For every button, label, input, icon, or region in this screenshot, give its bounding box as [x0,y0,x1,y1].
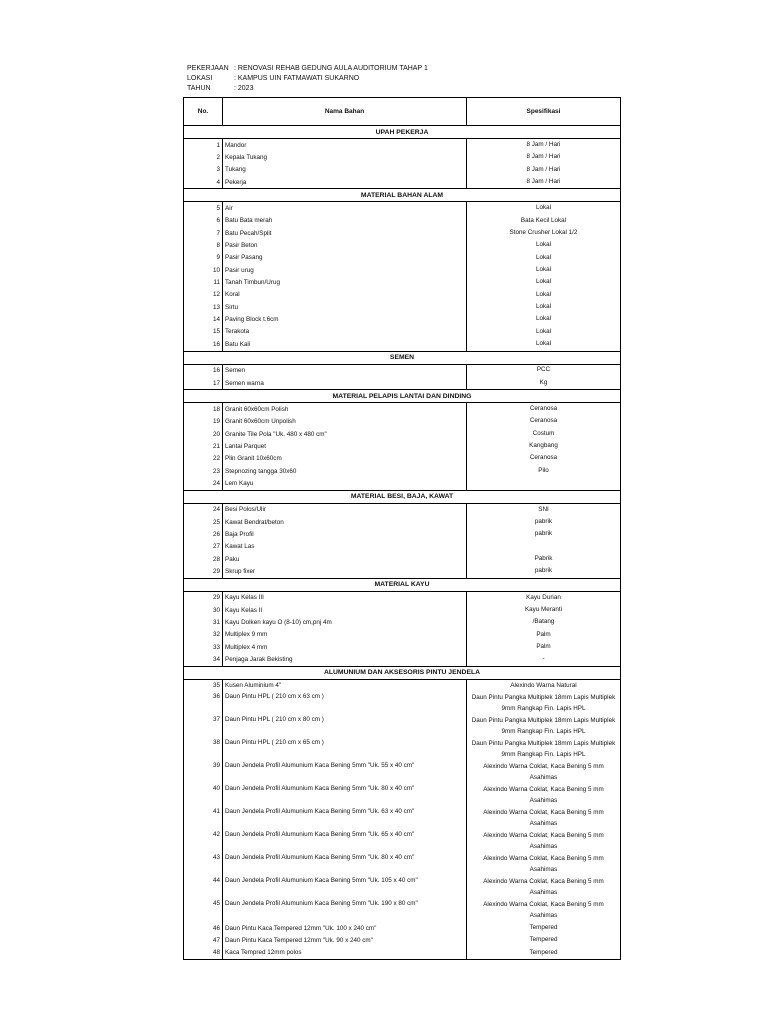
table-row [184,629,621,641]
material-spec: Ceranosa [529,454,558,462]
material-spec: Kayu Meranti [524,605,563,613]
material-name: Kawat Bendrat/beton [223,516,467,528]
material-spec: Lokal [535,241,552,249]
material-spec: pabrik [534,517,553,525]
row-number: 44 [184,876,223,899]
table-row [184,616,621,628]
material-spec: pabrik [534,530,553,538]
material-name: Baja Profil [223,528,467,540]
section-title: SEMEN [184,351,621,364]
row-number: 31 [184,616,223,628]
row-number: 35 [184,679,223,692]
table-row [184,899,621,922]
row-number: 18 [184,403,223,416]
material-name: Penjaga Jarak Bekisting [223,653,467,666]
table-row [184,784,621,807]
material-spec: Lokal [535,266,552,274]
material-name: Koral [223,289,467,301]
table-row [184,215,621,227]
material-spec: Alexindo Warna Coklat, Kaca Bening 5 mm Asahimas [483,901,604,919]
material-spec: Costum [532,429,555,437]
material-name: Daun Pintu Kaca Tempered 12mm "Uk. 100 x 240 cm" [223,922,467,934]
row-number: 3 [184,164,223,176]
row-number: 36 [184,692,223,715]
table-row [184,453,621,465]
material-name: Paku [223,553,467,565]
table-row [184,416,621,428]
table-row [184,591,621,604]
material-spec: Alexindo Warna Coklat, Kaca Bening 5 mm Asahimas [483,763,604,781]
material-name: Daun Pintu HPL ( 210 cm x 80 cm ) [223,715,467,738]
table-row [184,934,621,946]
row-number: 5 [184,202,223,215]
material-name: Multiplex 4 mm [223,641,467,653]
material-spec: Kangbang [529,442,558,450]
year-value: : 2023 [234,85,254,92]
section-title: MATERIAL KAYU [184,578,621,591]
row-number: 33 [184,641,223,653]
material-name: Skrup fixer [223,565,467,578]
table-row [184,428,621,440]
material-name: Pasir urug [223,264,467,276]
material-name: Batu Pecah/Split [223,227,467,239]
material-spec: Alexindo Warna Coklat, Kaca Bening 5 mm Asahimas [483,832,604,850]
row-number: 30 [184,604,223,616]
table-row [184,202,621,215]
material-name: Paving Block t.6cm [223,313,467,325]
column-header-spec: Spesifikasi [467,98,621,126]
table-header-row [184,98,621,126]
material-spec: Pilo [538,466,549,474]
row-number: 28 [184,553,223,565]
row-number: 19 [184,416,223,428]
table-row [184,377,621,390]
material-name: Multiplex 9 mm [223,629,467,641]
row-number: 39 [184,761,223,784]
material-name: Daun Jendela Profil Alumunium Kaca Bening 5mm "Uk. 80 x 40 cm" [223,784,467,807]
material-name: Daun Pintu HPL ( 210 cm x 63 cm ) [223,692,467,715]
material-spec: Lokal [535,278,552,286]
material-name: Pasir Pasang [223,252,467,264]
table-row [184,139,621,152]
row-number: 34 [184,653,223,666]
table-row [184,830,621,853]
material-name: Kayu Dolken kayu O (8-10) cm,pnj 4m [223,616,467,628]
material-spec: Lokal [535,315,552,323]
table-row [184,338,621,351]
row-number: 40 [184,784,223,807]
material-spec [467,541,621,553]
material-spec: SNI [538,505,549,513]
row-number: 45 [184,899,223,922]
row-number: 38 [184,738,223,761]
row-number: 6 [184,215,223,227]
material-spec: Tempered [529,948,558,956]
table-row [184,541,621,553]
table-row [184,176,621,189]
material-spec: 8 Jam / Hari [526,165,561,173]
table-row [184,503,621,516]
row-number: 32 [184,629,223,641]
row-number: 15 [184,326,223,338]
material-spec: PCC [536,366,551,374]
material-spec: Stone Crusher Lokal 1/2 [509,228,578,236]
material-spec: Lokal [535,290,552,298]
material-spec: 8 Jam / Hari [526,177,561,185]
table-row [184,477,621,490]
table-body [184,126,621,960]
material-name: Daun Jendela Profil Alumunium Kaca Bening 5mm "Uk. 55 x 40 cm" [223,761,467,784]
row-number: 37 [184,715,223,738]
table-row [184,553,621,565]
row-number: 14 [184,313,223,325]
row-number: 2 [184,151,223,163]
material-name: Granit 60x60cm Unpolish [223,416,467,428]
material-spec: Alexindo Warna Coklat, Kaca Bening 5 mm Asahimas [483,809,604,827]
table-row [184,876,621,899]
material-name: Air [223,202,467,215]
table-row [184,252,621,264]
row-number: 16 [184,338,223,351]
material-spec: Lokal [535,253,552,261]
row-number: 13 [184,301,223,313]
material-name: Mandor [223,139,467,152]
material-name: Lantai Parquet [223,440,467,452]
row-number: 47 [184,934,223,946]
material-name: Pekerja [223,176,467,189]
year-label: TAHUN [187,85,211,92]
material-name: Daun Jendela Profil Alumunium Kaca Bening 5mm "Uk. 65 x 40 cm" [223,830,467,853]
material-name: Daun Jendela Profil Alumunium Kaca Bening 5mm "Uk. 80 x 40 cm" [223,853,467,876]
row-number: 24 [184,503,223,516]
material-name: Daun Pintu Kaca Tempered 12mm "Uk. 90 x 240 cm" [223,934,467,946]
table-row [184,364,621,377]
table-row [184,807,621,830]
project-info-row [187,74,428,84]
project-info [187,64,428,94]
table-row [184,565,621,578]
material-name: Batu Kali [223,338,467,351]
row-number: 20 [184,428,223,440]
row-number: 16 [184,364,223,377]
material-spec-table [183,97,621,960]
row-number: 11 [184,276,223,288]
material-spec: - [542,655,545,663]
material-name: Semen warna [223,377,467,390]
project-label: PEKERJAAN [187,65,229,72]
section-header-row [184,351,621,364]
table-row [184,947,621,960]
section-header-row [184,666,621,679]
material-spec: Lokal [535,340,552,348]
row-number: 9 [184,252,223,264]
material-spec: Daun Pintu Pangka Multiplek 18mm Lapis Multiplek 9mm Rangkap Fin. Lapis HPL [471,740,616,758]
table-row [184,264,621,276]
row-number: 10 [184,264,223,276]
location-value: : KAMPUS UIN FATMAWATI SUKARNO [234,75,360,82]
table-row [184,227,621,239]
row-number: 29 [184,591,223,604]
row-number: 21 [184,440,223,452]
table-row [184,440,621,452]
row-number: 26 [184,528,223,540]
table-row [184,922,621,934]
material-name: Kusen Aluminium 4" [223,679,467,692]
table-row [184,164,621,176]
table-row [184,516,621,528]
material-spec: Alexindo Warna Coklat, Kaca Bening 5 mm Asahimas [483,855,604,873]
material-spec: pabrik [534,567,553,575]
row-number: 1 [184,139,223,152]
row-number: 24 [184,477,223,490]
table-row [184,326,621,338]
table-row [184,853,621,876]
row-number: 43 [184,853,223,876]
table-row [184,604,621,616]
row-number: 17 [184,377,223,390]
row-number: 12 [184,289,223,301]
section-header-row [184,189,621,202]
section-header-row [184,390,621,403]
material-name: Tukang [223,164,467,176]
row-number: 25 [184,516,223,528]
project-info-row [187,64,428,74]
table-row [184,403,621,416]
material-spec: Bata Kecil Lokal [520,216,567,224]
section-header-row [184,490,621,503]
table-row [184,465,621,477]
material-spec: Alexindo Warna Coklat, Kaca Bening 5 mm Asahimas [483,878,604,896]
table-row [184,239,621,251]
material-name: Granit 60x60cm Polish [223,403,467,416]
material-spec: Tempered [529,923,558,931]
material-name: Terakota [223,326,467,338]
table-row [184,528,621,540]
row-number: 42 [184,830,223,853]
table-row [184,151,621,163]
section-title: MATERIAL PELAPIS LANTAI DAN DINDING [184,390,621,403]
material-name: Daun Jendela Profil Alumunium Kaca Bening 5mm "Uk. 190 x 80 cm" [223,899,467,922]
section-header-row [184,126,621,139]
material-spec: Lokal [535,204,552,212]
material-name: Daun Pintu HPL ( 210 cm x 65 cm ) [223,738,467,761]
material-name: Plin Granit 10x60cm [223,453,467,465]
material-spec: Lokal [535,303,552,311]
column-header-no: No. [184,98,223,126]
project-value: : RENOVASI REHAB GEDUNG AULA AUDITORIUM TAHAP 1 [234,65,428,72]
table-row [184,715,621,738]
row-number: 23 [184,465,223,477]
table-row [184,679,621,692]
material-name: Sirtu [223,301,467,313]
material-spec: Daun Pintu Pangka Multiplek 18mm Lapis Multiplek 9mm Rangkap Fin. Lapis HPL [471,694,616,712]
material-name: Tanah Timbun/Urug [223,276,467,288]
material-spec: Tempered [529,936,558,944]
section-title: UPAH PEKERJA [184,126,621,139]
row-number: 4 [184,176,223,189]
table-row [184,313,621,325]
section-title: MATERIAL BAHAN ALAM [184,189,621,202]
row-number: 41 [184,807,223,830]
section-header-row [184,578,621,591]
material-spec: Alexindo Warna Coklat, Kaca Bening 5 mm Asahimas [483,786,604,804]
location-label: LOKASI [187,75,213,82]
table-row [184,738,621,761]
project-info-row [187,84,428,94]
material-spec: Ceranosa [529,405,558,413]
table-row [184,692,621,715]
material-name: Besi Polos/Ulir [223,503,467,516]
material-spec [467,477,621,490]
material-name: Kaca Tempred 12mm polos [223,947,467,960]
table-row [184,276,621,288]
material-spec: Pabrik [534,554,553,562]
material-spec: 8 Jam / Hari [526,153,561,161]
table-row [184,301,621,313]
material-name: Kayu Kelas II [223,604,467,616]
material-spec: Lokal [535,327,552,335]
material-name: Kawat Las [223,541,467,553]
table-row [184,289,621,301]
material-name: Lem Kayu [223,477,467,490]
material-name: Pasir Beton [223,239,467,251]
material-spec: Palm [536,642,551,650]
material-spec: Alexindo Warna Natural [510,681,577,689]
material-name: Stepnozing tangga 30x60 [223,465,467,477]
section-title: MATERIAL BESI, BAJA, KAWAT [184,490,621,503]
section-title: ALUMUNIUM DAN AKSESORIS PINTU JENDELA [184,666,621,679]
material-spec: 8 Jam / Hari [526,140,561,148]
row-number: 27 [184,541,223,553]
material-name: Granite Tile Pola "Uk. 480 x 480 cm" [223,428,467,440]
row-number: 48 [184,947,223,960]
material-name: Kepala Tukang [223,151,467,163]
table-row [184,761,621,784]
material-name: Batu Bata merah [223,215,467,227]
material-spec: Daun Pintu Pangka Multiplek 18mm Lapis Multiplek 9mm Rangkap Fin. Lapis HPL [471,717,616,735]
row-number: 8 [184,239,223,251]
column-header-name: Nama Bahan [223,98,467,126]
material-name: Daun Jendela Profil Alumunium Kaca Bening 5mm "Uk. 63 x 40 cm" [223,807,467,830]
table-row [184,641,621,653]
row-number: 22 [184,453,223,465]
material-spec: Kg [539,378,548,386]
material-spec: /Batang [532,618,555,626]
material-spec: Ceranosa [529,417,558,425]
material-name: Kayu Kelas III [223,591,467,604]
material-name: Semen [223,364,467,377]
row-number: 29 [184,565,223,578]
row-number: 7 [184,227,223,239]
material-name: Daun Jendela Profil Alumunium Kaca Bening 5mm "Uk. 105 x 40 cm" [223,876,467,899]
material-spec: Palm [536,630,551,638]
material-spec: Kayu Durian [526,593,561,601]
row-number: 46 [184,922,223,934]
table-row [184,653,621,666]
